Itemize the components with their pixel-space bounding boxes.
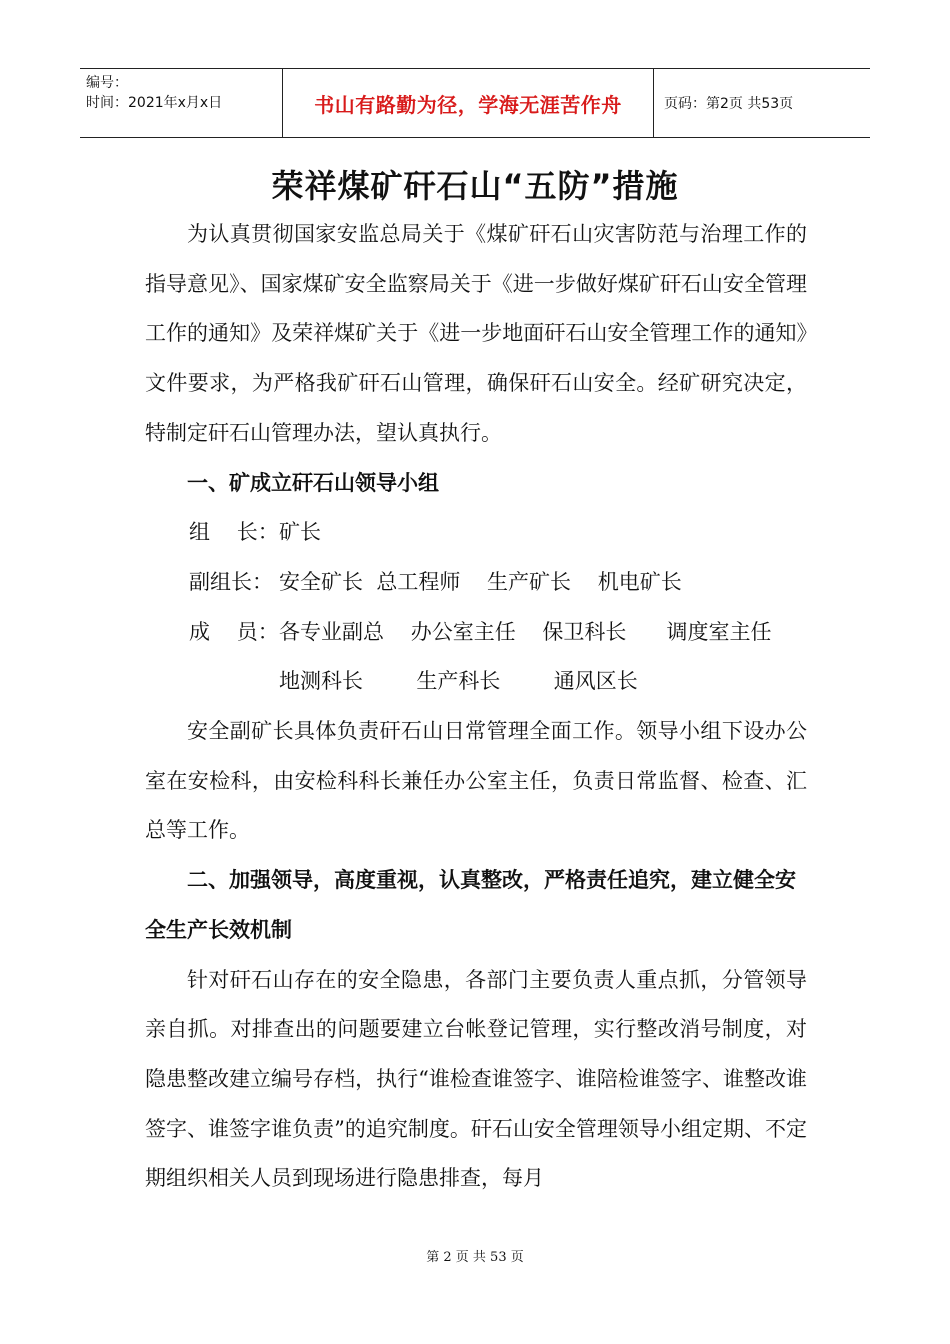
members-value-line-1: 各专业副总 办公室主任 保卫科长 调度室主任 — [279, 619, 772, 644]
deputy-row — [145, 558, 807, 608]
members-label: 成 员： — [189, 619, 279, 644]
document-title: 荣祥煤矿矸石山“五防”措施 — [271, 167, 679, 205]
deputy-value: 安全矿长 总工程师 生产矿长 机电矿长 — [279, 569, 682, 594]
leader-row — [145, 508, 807, 558]
section-1-heading: 一、矿成立矸石山领导小组 — [187, 470, 439, 495]
members-value-line-2: 地测科长 生产科长 通风区长 — [279, 669, 638, 694]
document-number-label: 编号： — [86, 75, 128, 91]
leader-value: 矿长 — [279, 520, 321, 545]
header-motto: 书山有路勤为径，学海无涯苦作舟 — [282, 69, 654, 137]
section-2-paragraph: 针对矸石山存在的安全隐患，各部门主要负责人重点抓，分管领导亲自抓。对排查出的问题要建立台帐登记管理，实行整改消号制度，对隐患整改建立编号存档，执行“谁检查谁签字、谁陪检谁签字、谁整改谁签字、谁签字谁负责”的追究制度。矸石山安全管理领导小组定期、不定期组织相关人员到现场进行隐患排查，每月 — [145, 967, 807, 1191]
deputy-label: 副组长： — [189, 569, 273, 594]
page-footer: 第 2 页 共 53 页 — [426, 1250, 524, 1265]
section-2-heading: 二、加强领导，高度重视，认真整改，严格责任追究，建立健全安全生产长效机制 — [145, 868, 796, 942]
document-body — [145, 210, 807, 1204]
document-date-label: 时间：2021年x月x日 — [86, 95, 223, 111]
intro-paragraph: 为认真贯彻国家安监总局关于《煤矿矸石山灾害防范与治理工作的指导意见》、国家煤矿安全监察局关于《进一步做好煤矿矸石山安全管理工作的通知》及荣祥煤矿关于《进一步地面矸石山安全管理工作的通知》文件要求，为严格我矿矸石山管理，确保矸石山安全。经矿研究决定，特制定矸石山管理办法，望认真执行。 — [145, 222, 807, 445]
header-meta-cell — [80, 69, 282, 137]
members-row — [145, 608, 807, 658]
header-page-label: 页码：第2页 共53页 — [664, 96, 794, 112]
leader-label: 组 长： — [189, 520, 279, 545]
section-1-paragraph: 安全副矿长具体负责矸石山日常管理全面工作。领导小组下设办公室在安检科，由安检科科长兼任办公室主任，负责日常监督、检查、汇总等工作。 — [145, 719, 807, 843]
header-table — [80, 68, 870, 138]
